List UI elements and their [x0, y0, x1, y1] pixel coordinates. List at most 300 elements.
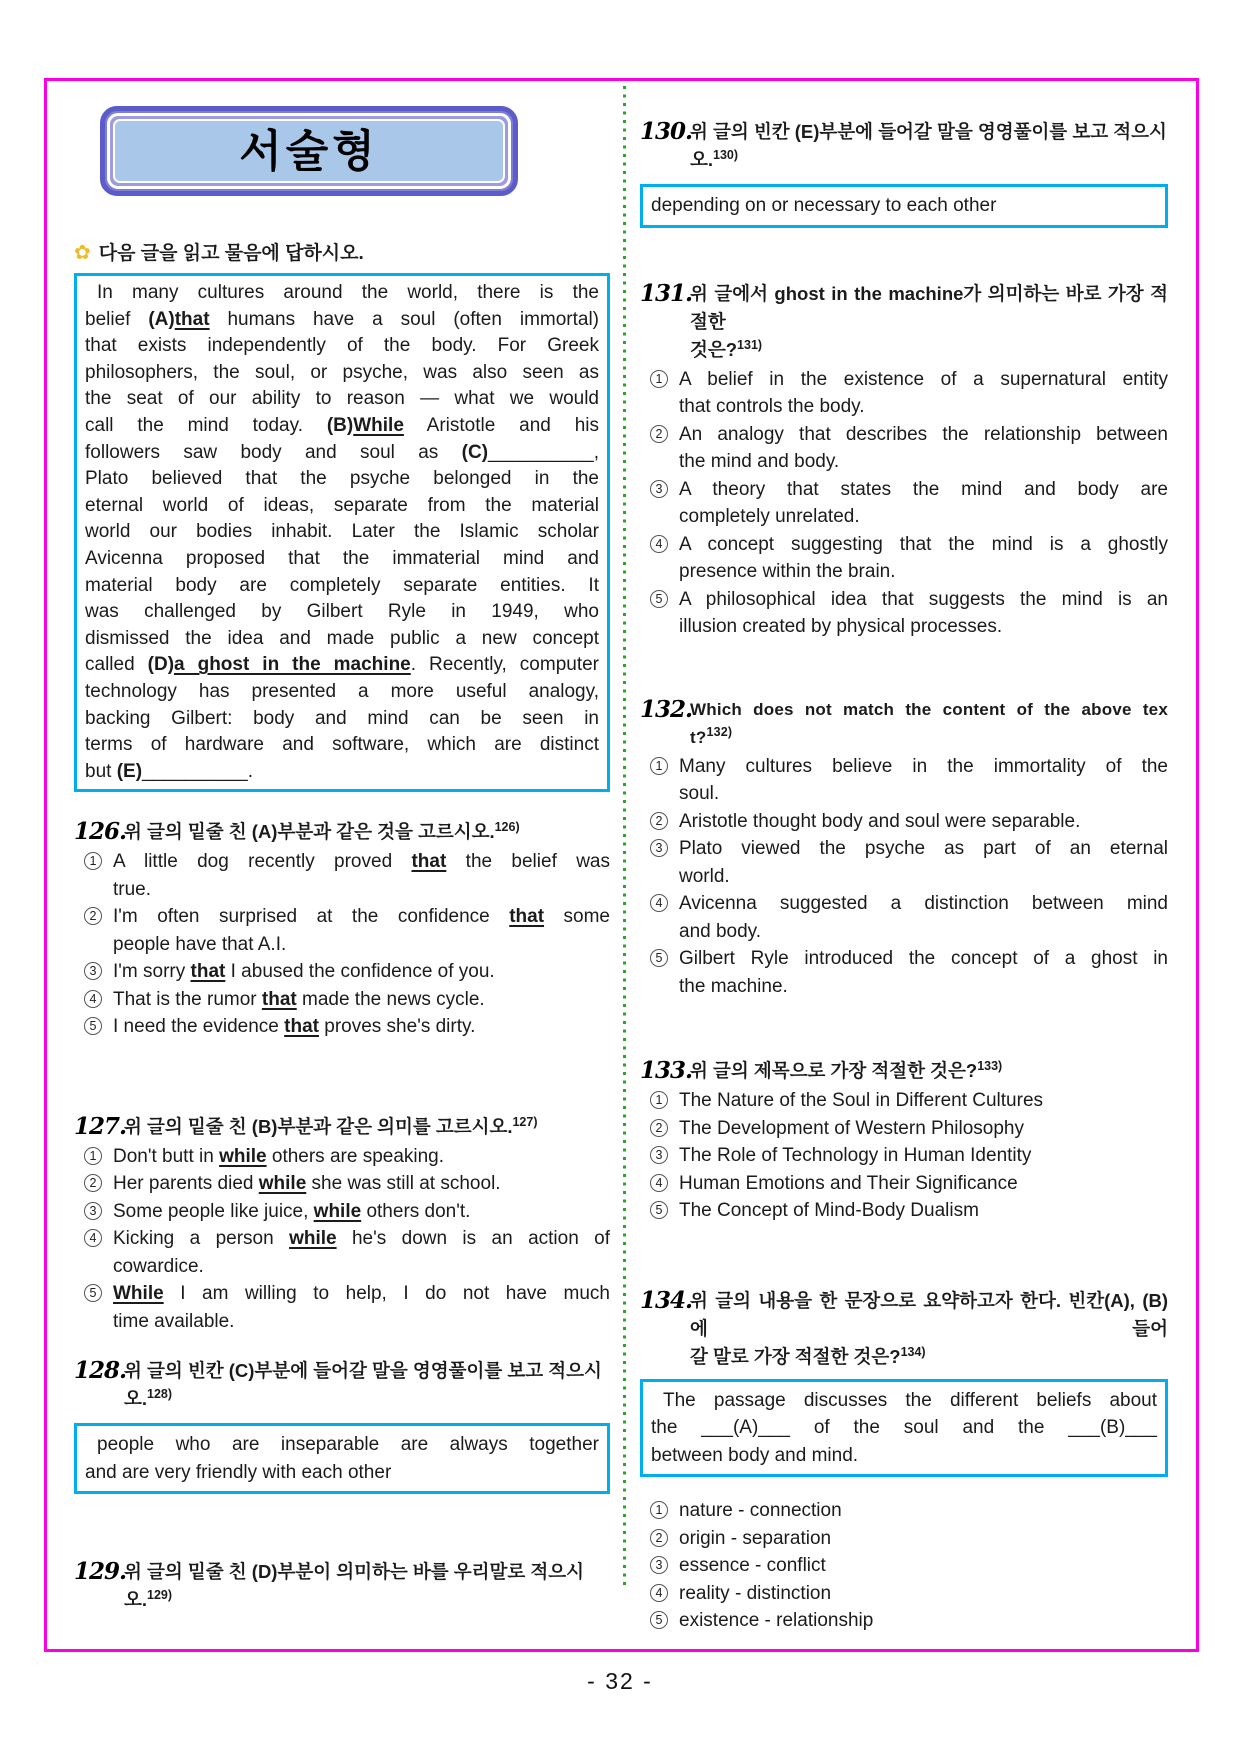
option-text — [113, 1143, 610, 1171]
question-number: 127. — [74, 1112, 127, 1140]
text-segment: technology has presented a more useful analogy, — [85, 680, 599, 702]
stem-line — [124, 1113, 610, 1143]
text-segment: a ghost in the machine — [174, 654, 411, 676]
option-line — [679, 918, 1168, 946]
option-row — [640, 835, 1168, 890]
option-marker: 3 — [650, 839, 668, 857]
option-marker: 4 — [650, 894, 668, 912]
answer-box-line — [651, 1414, 1157, 1442]
option-marker: 1 — [650, 1501, 668, 1519]
reading-prompt — [74, 240, 610, 267]
option-marker: 4 — [650, 1174, 668, 1192]
question-stem — [690, 696, 1168, 753]
stem-line — [124, 1357, 610, 1415]
option-marker: 1 — [650, 1091, 668, 1109]
text-segment: philosophers, the soul, or psyche, was also seen as — [85, 361, 599, 383]
question-block — [74, 1357, 610, 1494]
option-line — [679, 808, 1168, 836]
answer-box-line — [85, 1431, 599, 1459]
option-line — [679, 393, 1168, 421]
text-segment: 위 글의 빈칸 (E)부분에 들어갈 말을 영영풀이를 보고 적으시오. — [690, 121, 1167, 170]
option-line — [679, 1170, 1168, 1198]
option-line — [679, 503, 1168, 531]
option-line — [679, 586, 1168, 614]
text-segment: __________, — [488, 441, 599, 463]
answer-definition-box — [640, 184, 1168, 228]
text-segment: the machine. — [679, 975, 788, 997]
text-segment: and are very friendly with each other — [85, 1461, 392, 1483]
text-segment: A belief in the existence of a supernatural entity — [679, 368, 1168, 390]
question-block — [640, 280, 1168, 641]
option-line — [113, 848, 610, 876]
option-text — [679, 835, 1168, 890]
passage-line — [85, 280, 599, 307]
option-list — [640, 1087, 1168, 1225]
stem-line — [690, 336, 1168, 366]
passage-line — [85, 759, 599, 786]
question-block — [74, 1558, 610, 1616]
text-segment: (C) — [461, 441, 489, 463]
text-segment: The Role of Technology in Human Identity — [679, 1145, 1032, 1166]
text-segment: essence - conflict — [679, 1555, 826, 1576]
option-text — [679, 421, 1168, 476]
question-stem — [124, 818, 610, 848]
text-segment: 위 글의 밑줄 친 (D)부분이 의미하는 바를 우리말로 적으시오. — [124, 1561, 584, 1611]
option-text — [679, 1115, 1168, 1143]
text-segment: Kicking a person — [113, 1228, 290, 1250]
passage-line — [85, 333, 599, 360]
option-line — [679, 1580, 1168, 1608]
column-divider-dotted — [623, 86, 626, 1588]
text-segment: t? — [690, 727, 707, 747]
text-segment: that — [174, 308, 210, 330]
text-segment: I abused the confidence of you. — [225, 961, 495, 983]
text-segment: 위 글의 밑줄 친 (A)부분과 같은 것을 고르시오. — [124, 821, 495, 843]
text-segment: Don't butt in — [113, 1145, 220, 1167]
text-segment: people have that A.I. — [113, 933, 287, 955]
option-row — [640, 1552, 1168, 1580]
option-text — [679, 1197, 1168, 1225]
passage-line — [85, 519, 599, 546]
option-marker: 1 — [84, 1147, 102, 1165]
question-number: 129. — [74, 1558, 127, 1586]
question-block — [640, 1057, 1168, 1225]
text-segment: while — [289, 1228, 337, 1250]
option-marker: 1 — [84, 852, 102, 870]
section-title-box — [100, 106, 518, 196]
question-stem — [690, 280, 1168, 366]
option-row — [640, 1497, 1168, 1525]
option-text — [113, 1225, 610, 1280]
text-segment: belief — [85, 308, 149, 330]
option-line — [113, 1308, 610, 1336]
option-text — [679, 808, 1168, 836]
option-line — [113, 1225, 610, 1253]
text-segment: completely unrelated. — [679, 506, 860, 527]
text-segment: Her parents died — [113, 1173, 259, 1195]
stem-line — [690, 280, 1168, 336]
option-line — [679, 421, 1168, 449]
option-line — [113, 1198, 610, 1226]
option-line — [679, 780, 1168, 808]
text-segment: Which does not match the content of the above tex — [690, 699, 1168, 719]
option-list — [74, 848, 610, 1041]
question-stem — [124, 1357, 610, 1415]
option-marker: 2 — [84, 1174, 102, 1192]
text-segment: Many cultures believe in the immortality of the — [679, 755, 1168, 777]
option-text — [679, 1552, 1168, 1580]
option-marker: 3 — [84, 962, 102, 980]
option-line — [679, 1552, 1168, 1580]
stem-line — [690, 1057, 1168, 1087]
answer-definition-box — [640, 1379, 1168, 1478]
option-line — [679, 1525, 1168, 1553]
option-row — [640, 531, 1168, 586]
option-line — [113, 1253, 610, 1281]
text-segment: nature - connection — [679, 1500, 842, 1521]
reading-prompt-text: 다음 글을 읽고 물음에 답하시오. — [98, 243, 364, 264]
option-line — [113, 958, 610, 986]
option-text — [113, 903, 610, 958]
passage-line — [85, 652, 599, 679]
option-line — [679, 1115, 1168, 1143]
option-list — [640, 366, 1168, 641]
option-line — [679, 863, 1168, 891]
text-segment: the belief was — [446, 851, 610, 873]
question-header — [74, 1113, 610, 1143]
option-text — [113, 1170, 610, 1198]
question-header — [640, 118, 1168, 176]
text-segment: Some people like juice, — [113, 1200, 314, 1222]
text-segment: she was still at school. — [306, 1173, 501, 1195]
text-segment: world. — [679, 865, 730, 887]
option-marker: 5 — [84, 1017, 102, 1035]
footnote-ref: 132) — [706, 724, 733, 739]
text-segment: presence within the brain. — [679, 561, 896, 582]
answer-box-line — [85, 1459, 599, 1487]
text-segment: In many cultures around the world, there is the — [97, 282, 599, 303]
option-list — [74, 1143, 610, 1336]
text-segment: others are speaking. — [266, 1145, 445, 1167]
text-segment: The passage discusses the different beliefs about — [663, 1389, 1157, 1411]
option-line — [679, 890, 1168, 918]
text-segment: 위 글의 내용을 한 문장으로 요약하고자 한다. 빈칸(A), (B)에 들어 — [690, 1289, 1168, 1339]
option-row — [74, 958, 610, 986]
question-block — [74, 818, 610, 1041]
option-text — [679, 1525, 1168, 1553]
question-stem — [124, 1558, 610, 1616]
question-number: 126. — [74, 818, 127, 846]
question-header — [74, 1558, 610, 1616]
text-segment: backing Gilbert: body and mind can be seen in — [85, 707, 599, 729]
option-line — [679, 476, 1168, 504]
question-number: 132. — [640, 695, 693, 723]
footnote-ref: 130) — [713, 148, 739, 162]
text-segment: 위 글의 제목으로 가장 적절한 것은? — [690, 1060, 978, 1081]
option-list — [640, 1497, 1168, 1635]
left-column — [74, 86, 610, 1616]
text-segment: dismissed the idea and made public a new concept — [85, 627, 599, 649]
text-segment: 것은? — [690, 338, 738, 360]
option-marker: 5 — [650, 1611, 668, 1629]
stem-line — [690, 724, 1168, 753]
option-text — [113, 848, 610, 903]
text-segment: Aristotle and his — [403, 414, 599, 436]
question-stem — [690, 118, 1168, 176]
option-row — [640, 945, 1168, 1000]
option-line — [113, 1013, 610, 1041]
option-line — [679, 973, 1168, 1001]
text-segment: material body are completely separate entities. It — [85, 574, 599, 596]
option-marker: 3 — [650, 480, 668, 498]
question-block — [74, 1113, 610, 1336]
option-text — [113, 1280, 610, 1335]
option-line — [113, 1143, 610, 1171]
option-text — [679, 1142, 1168, 1170]
option-line — [113, 986, 610, 1014]
option-line — [679, 366, 1168, 394]
passage-line — [85, 440, 599, 467]
footnote-ref: 131) — [737, 337, 763, 352]
option-text — [113, 986, 610, 1014]
footnote-ref: 133) — [977, 1059, 1003, 1073]
footnote-ref: 126) — [494, 820, 520, 835]
answer-box-line — [651, 1442, 1157, 1470]
question-block — [640, 696, 1168, 1001]
text-segment: that — [411, 851, 447, 873]
question-stem — [690, 1287, 1168, 1373]
text-segment: Avicenna suggested a distinction between mind — [679, 893, 1168, 914]
text-segment: Avicenna proposed that the immaterial mind and — [85, 547, 599, 569]
text-segment: origin - separation — [679, 1527, 832, 1549]
text-segment: Gilbert Ryle introduced the concept of a ghost in — [679, 948, 1168, 969]
option-row — [640, 1525, 1168, 1553]
option-row — [640, 1170, 1168, 1198]
right-column — [640, 100, 1168, 1635]
option-line — [113, 1170, 610, 1198]
option-row — [640, 1115, 1168, 1143]
option-row — [640, 890, 1168, 945]
option-text — [679, 531, 1168, 586]
option-text — [113, 1198, 610, 1226]
text-segment: Aristotle thought body and soul were separable. — [679, 810, 1081, 832]
stem-line — [690, 118, 1168, 176]
option-marker: 4 — [84, 990, 102, 1008]
option-line — [679, 1607, 1168, 1635]
option-marker: 5 — [84, 1284, 102, 1302]
text-segment: The Concept of Mind-Body Dualism — [679, 1200, 979, 1221]
text-segment: the seat of our ability to reason — what we would — [85, 388, 599, 410]
passage-line — [85, 546, 599, 573]
text-segment: was challenged by Gilbert Ryle in 1949, who — [85, 601, 599, 623]
section-title: 서술형 — [113, 119, 505, 183]
text-segment: people who are inseparable are always together — [97, 1434, 599, 1456]
question-block — [640, 1287, 1168, 1635]
option-marker: 1 — [650, 370, 668, 388]
questions-left — [74, 818, 610, 1616]
option-line — [679, 613, 1168, 641]
option-marker: 1 — [650, 757, 668, 775]
option-text — [679, 945, 1168, 1000]
text-segment: An analogy that describes the relationship between — [679, 423, 1168, 445]
text-segment: A little dog recently proved — [113, 851, 412, 873]
text-segment: That is the rumor — [113, 988, 262, 1010]
option-row — [640, 476, 1168, 531]
text-segment: Human Emotions and Their Significance — [679, 1172, 1018, 1194]
option-marker: 3 — [650, 1146, 668, 1164]
stem-line — [690, 1287, 1168, 1343]
option-row — [640, 421, 1168, 476]
text-segment: depending on or necessary to each other — [651, 195, 997, 216]
passage-line — [85, 493, 599, 520]
stem-line — [124, 1558, 610, 1616]
question-header — [640, 696, 1168, 753]
text-segment: the ___(A)___ of the soul and the ___(B)___ — [651, 1417, 1157, 1438]
text-segment: existence - relationship — [679, 1610, 874, 1631]
answer-definition-box — [74, 1423, 610, 1494]
passage-line — [85, 732, 599, 759]
option-line — [679, 1142, 1168, 1170]
text-segment: and body. — [679, 920, 762, 942]
option-marker: 2 — [650, 1529, 668, 1547]
text-segment: eternal world of ideas, separate from the material — [85, 494, 599, 516]
text-segment: call the mind today. — [85, 414, 327, 436]
question-number: 130. — [640, 118, 693, 145]
text-segment: While — [113, 1283, 164, 1305]
option-marker: 3 — [650, 1556, 668, 1574]
option-row — [640, 366, 1168, 421]
text-segment: I am willing to help, I do not have much — [163, 1283, 610, 1305]
footnote-ref: 127) — [512, 1114, 538, 1129]
text-segment: While — [353, 414, 404, 436]
text-segment: made the news cycle. — [296, 988, 485, 1010]
option-line — [679, 1087, 1168, 1115]
option-row — [640, 1142, 1168, 1170]
text-segment: I need the evidence — [113, 1016, 285, 1038]
option-marker: 2 — [650, 812, 668, 830]
option-marker: 5 — [650, 949, 668, 967]
question-header — [640, 280, 1168, 366]
text-segment: that — [509, 906, 545, 928]
passage-line — [85, 626, 599, 653]
option-text — [113, 958, 610, 986]
text-segment: Plato believed that the psyche belonged in the — [85, 468, 599, 490]
passage-line — [85, 679, 599, 706]
footnote-ref: 128) — [147, 1387, 173, 1402]
text-segment: 갈 말로 가장 적절한 것은? — [690, 1345, 901, 1367]
text-segment: __________. — [142, 760, 253, 782]
option-text — [679, 890, 1168, 945]
option-text — [679, 1580, 1168, 1608]
option-line — [679, 1497, 1168, 1525]
option-row — [74, 1013, 610, 1041]
text-segment: followers saw body and soul as — [85, 441, 462, 463]
text-segment: cowardice. — [113, 1255, 204, 1277]
answer-box-line — [651, 192, 1157, 220]
option-row — [640, 586, 1168, 641]
text-segment: he's down is an action of — [336, 1228, 610, 1250]
option-row — [640, 1197, 1168, 1225]
option-line — [679, 945, 1168, 973]
passage-line — [85, 307, 599, 334]
text-segment: 위 글의 빈칸 (C)부분에 들어갈 말을 영영풀이를 보고 적으시오. — [124, 1360, 602, 1410]
text-segment: (B) — [326, 414, 354, 436]
question-header — [74, 1357, 610, 1415]
passage-line — [85, 413, 599, 440]
question-number: 128. — [74, 1357, 127, 1385]
option-text — [679, 1170, 1168, 1198]
text-segment: world our bodies inhabit. Later the Islamic scholar — [85, 521, 599, 543]
option-row — [640, 1580, 1168, 1608]
option-line — [679, 1197, 1168, 1225]
option-line — [679, 753, 1168, 781]
text-segment: true. — [113, 878, 152, 900]
passage-box — [74, 273, 610, 792]
text-segment: some — [544, 906, 610, 928]
text-segment: 위 글의 밑줄 친 (B)부분과 같은 의미를 고르시오. — [124, 1115, 513, 1137]
option-marker: 4 — [650, 535, 668, 553]
stem-line — [124, 818, 610, 848]
option-line — [679, 531, 1168, 559]
text-segment: I'm often surprised at the confidence — [113, 906, 510, 928]
option-list — [640, 753, 1168, 1001]
option-row — [74, 1143, 610, 1171]
text-segment: (A) — [148, 308, 175, 330]
option-text — [679, 366, 1168, 421]
option-text — [679, 1087, 1168, 1115]
question-header — [640, 1057, 1168, 1087]
passage-line — [85, 360, 599, 387]
question-number: 133. — [640, 1057, 693, 1084]
option-text — [113, 1013, 610, 1041]
text-segment: reality - distinction — [679, 1582, 832, 1604]
option-row — [74, 1225, 610, 1280]
page-number: - 32 - — [587, 1668, 653, 1694]
text-segment: between body and mind. — [651, 1444, 859, 1466]
text-segment: Plato viewed the psyche as part of an eternal — [679, 838, 1168, 859]
option-row — [74, 848, 610, 903]
option-marker: 2 — [650, 1119, 668, 1137]
stem-line — [690, 1343, 1168, 1373]
question-stem — [690, 1057, 1168, 1087]
option-line — [679, 558, 1168, 586]
option-text — [679, 1497, 1168, 1525]
text-segment: humans have a soul (often immortal) — [209, 308, 600, 330]
questions-right — [640, 118, 1168, 1635]
passage-line — [85, 386, 599, 413]
text-segment: soul. — [679, 783, 720, 804]
option-row — [640, 1607, 1168, 1635]
option-row — [640, 1087, 1168, 1115]
option-marker: 5 — [650, 590, 668, 608]
answer-box-line — [651, 1387, 1157, 1415]
option-line — [113, 1280, 610, 1308]
text-segment: while — [313, 1200, 362, 1222]
option-row — [74, 903, 610, 958]
option-line — [113, 931, 610, 959]
option-row — [640, 753, 1168, 808]
option-marker: 4 — [650, 1584, 668, 1602]
footnote-ref: 134) — [900, 1344, 926, 1359]
text-segment: that — [284, 1016, 319, 1038]
option-marker: 4 — [84, 1229, 102, 1247]
text-segment: A theory that states the mind and body are — [679, 478, 1168, 500]
option-row — [74, 986, 610, 1014]
text-segment: that — [261, 988, 297, 1010]
passage-line — [85, 706, 599, 733]
text-segment: called — [85, 654, 148, 676]
text-segment: while — [219, 1145, 267, 1167]
